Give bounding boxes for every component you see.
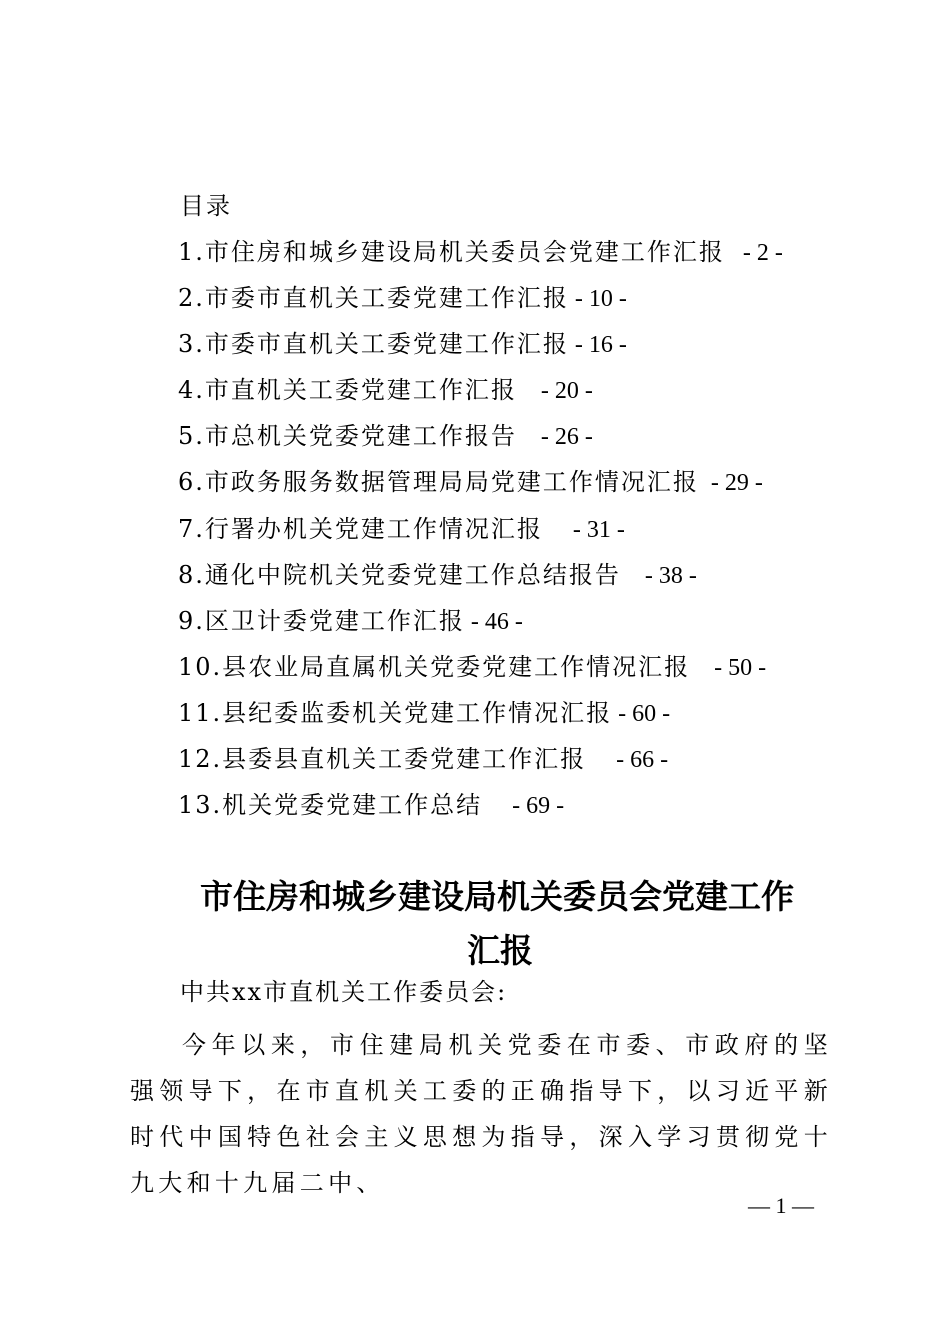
toc-item-page: - 20 - — [516, 378, 593, 405]
toc-item-text: 8.通化中院机关党委党建工作总结报告 — [178, 560, 621, 589]
toc-item[interactable] — [178, 466, 783, 512]
toc-item-text: 4.市直机关工委党建工作汇报 — [178, 376, 517, 405]
article-title-line2: 汇报 — [467, 931, 533, 970]
toc-item[interactable] — [178, 789, 783, 835]
toc-item[interactable] — [178, 559, 783, 605]
toc-item-text: 1.市住房和城乡建设局机关委员会党建工作汇报 — [178, 238, 725, 266]
toc-item[interactable] — [178, 605, 783, 651]
toc-item-text: 13.机关党委党建工作总结 — [178, 791, 483, 820]
toc-item-page: - 66 - — [586, 747, 669, 774]
toc-item-text: 11.县纪委监委机关党建工作情况汇报 — [178, 698, 613, 727]
toc-item[interactable] — [178, 328, 783, 374]
toc-item[interactable] — [178, 743, 783, 789]
table-of-contents — [178, 236, 783, 835]
toc-item-text: 3.市委市直机关工委党建工作汇报 — [178, 330, 569, 359]
toc-item[interactable] — [178, 374, 783, 420]
toc-title: 目录 — [180, 192, 232, 220]
toc-item-page: - 69 - — [482, 793, 565, 820]
toc-item-page: - 50 - — [690, 654, 767, 681]
page-number: — 1 — — [748, 1193, 814, 1218]
toc-item-text: 2.市委市直机关工委党建工作汇报 — [178, 284, 569, 313]
toc-item-page: - 46 - — [464, 608, 523, 635]
toc-item-text: 10.县农业局直属机关党委党建工作情况汇报 — [178, 652, 691, 681]
toc-item-page: - 10 - — [568, 286, 627, 313]
body-paragraph: 今年以来，市住建局机关党委在市委、市政府的坚强领导下，在市直机关工委的正确指导下，以习近平新时代中国特色社会主义思想为指导，深入学习贯彻党十九大和十九届二中、 — [130, 1031, 832, 1197]
toc-item-text: 7.行署办机关党建工作情况汇报 — [178, 514, 543, 543]
toc-item[interactable] — [178, 420, 783, 466]
toc-item[interactable] — [178, 513, 783, 559]
toc-item[interactable] — [178, 651, 783, 697]
toc-item-page: - 2 - — [724, 240, 783, 266]
toc-item-page: - 16 - — [568, 332, 627, 359]
article-title-line1: 市住房和城乡建设局机关委员会党建工作 — [200, 877, 794, 916]
article-title — [130, 870, 830, 978]
toc-item[interactable] — [178, 236, 783, 282]
toc-item-page: - 38 - — [620, 562, 697, 589]
toc-item-page: - 31 - — [542, 516, 625, 543]
toc-item-page: - 60 - — [612, 700, 671, 727]
toc-item[interactable] — [178, 697, 783, 743]
toc-item-text: 9.区卫计委党建工作汇报 — [178, 606, 465, 635]
toc-item-text: 12.县委县直机关工委党建工作汇报 — [178, 745, 587, 774]
toc-item[interactable] — [178, 282, 783, 328]
toc-item-page: - 26 - — [516, 424, 593, 451]
toc-item-page: - 29 - — [698, 470, 763, 497]
salutation: 中共xx市直机关工作委员会: — [180, 978, 508, 1006]
toc-item-text: 5.市总机关党委党建工作报告 — [178, 422, 517, 451]
toc-item-text: 6.市政务服务数据管理局局党建工作情况汇报 — [178, 468, 699, 497]
